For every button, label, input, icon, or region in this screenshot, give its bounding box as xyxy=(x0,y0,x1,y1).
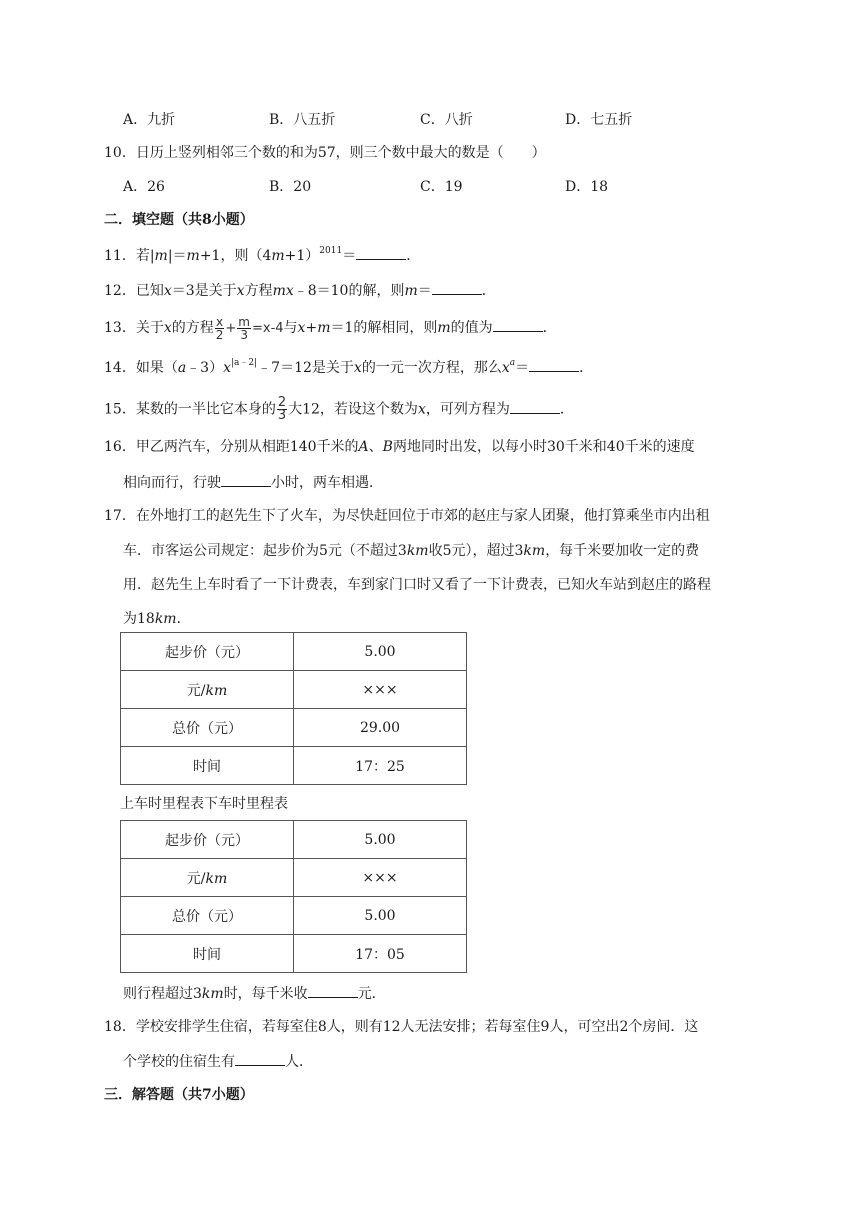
q10-option-d: D．18 xyxy=(565,179,609,195)
section-heading-fill-blank: 二．填空题（共8小题） xyxy=(104,212,254,228)
q18-line2: 个学校的住宿生有 人． xyxy=(123,1051,313,1072)
answer-blank xyxy=(308,983,358,998)
q10-option-a: A．26 xyxy=(123,179,165,195)
table-row: 起步价（元） 5.00 xyxy=(121,633,467,671)
meter-table-start xyxy=(120,820,467,973)
table-row: 总价（元） 29.00 xyxy=(121,709,467,747)
q16-line2: 相向而行，行驶 小时，两车相遇． xyxy=(123,472,383,493)
section-heading-solve: 三．解答题（共7小题） xyxy=(104,1087,254,1103)
table-row: 元/km ××× xyxy=(121,671,467,709)
table-row: 总价（元） 5.00 xyxy=(121,897,467,935)
q17-line2: 车．市客运公司规定：起步价为5元（不超过3km收5元），超过3km，每千米要加收一定的费 xyxy=(123,543,700,559)
answer-blank xyxy=(529,357,579,372)
q16-line1: 16．甲乙两汽车，分别从相距140千米的A、B两地同时出发，以每小时30千米和40千米的速度 xyxy=(104,439,695,455)
q15: 15．某数的一半比它本身的 $\frac{2}{3}$ 大12，若设这个数为x，可列方程为 ． xyxy=(104,395,574,423)
answer-blank xyxy=(235,1051,285,1066)
table-row: 时间 17：25 xyxy=(121,747,467,785)
q17-line4: 为18km． xyxy=(123,611,191,627)
q14: 14．如果$(a﹣3)x^{|a﹣2|}﹣7=12$是关于x的一元一次方程，那么$x^a=$ ． xyxy=(104,358,594,376)
q10-stem: 10．日历上竖列相邻三个数的和为57，则三个数中最大的数是（ ） xyxy=(104,145,546,161)
q9-option-a: A．九折 xyxy=(123,112,176,128)
answer-blank xyxy=(432,280,482,295)
q12: 12．已知x＝3是关于x方程mx﹣8＝10的解，则m＝ ． xyxy=(104,280,496,301)
table-row: 元/km ××× xyxy=(121,859,467,897)
q11: 11．若|m|＝m+1，则$(4m+1)^{2011}=$ ． xyxy=(104,246,421,264)
q13: 13．关于x的方程 $\frac{x}{2}$ + $\frac{m}{3}$ =x-4与x+m＝1的解相同，则m的值为 ． xyxy=(104,315,557,342)
table-caption: 上车时里程表下车时里程表 xyxy=(120,796,288,812)
q17-line3: 用．赵先生上车时看了一下计费表，车到家门口时又看了一下计费表，已知火车站到赵庄的路程 xyxy=(123,577,711,593)
answer-blank xyxy=(510,399,560,414)
fraction-image: $\frac{2}{3}$ xyxy=(277,395,287,423)
q9-option-b: B．八五折 xyxy=(269,112,336,128)
answer-blank xyxy=(493,317,543,332)
answer-blank xyxy=(221,472,271,487)
q10-option-b: B．20 xyxy=(269,179,312,195)
q17-line1: 17．在外地打工的赵先生下了火车，为尽快赶回位于市郊的赵庄与家人团聚，他打算乘坐市内出租 xyxy=(104,508,710,524)
q17-question: 则行程超过3km时，每千米收 元． xyxy=(123,983,386,1004)
table-row: 起步价（元） 5.00 xyxy=(121,821,467,859)
q10-option-c: C．19 xyxy=(420,179,463,195)
meter-table-end xyxy=(120,632,467,785)
answer-blank xyxy=(356,245,406,260)
equation-image: $\frac{x}{2}$ + $\frac{m}{3}$ =x-4 xyxy=(215,315,284,342)
table-row: 时间 17：05 xyxy=(121,935,467,973)
q9-option-c: C．八折 xyxy=(420,112,473,128)
q18-line1: 18．学校安排学生住宿，若每室住8人，则有12人无法安排；若每室住9人，可空出2个房间．这 xyxy=(104,1019,699,1035)
q9-option-d: D．七五折 xyxy=(565,112,633,128)
